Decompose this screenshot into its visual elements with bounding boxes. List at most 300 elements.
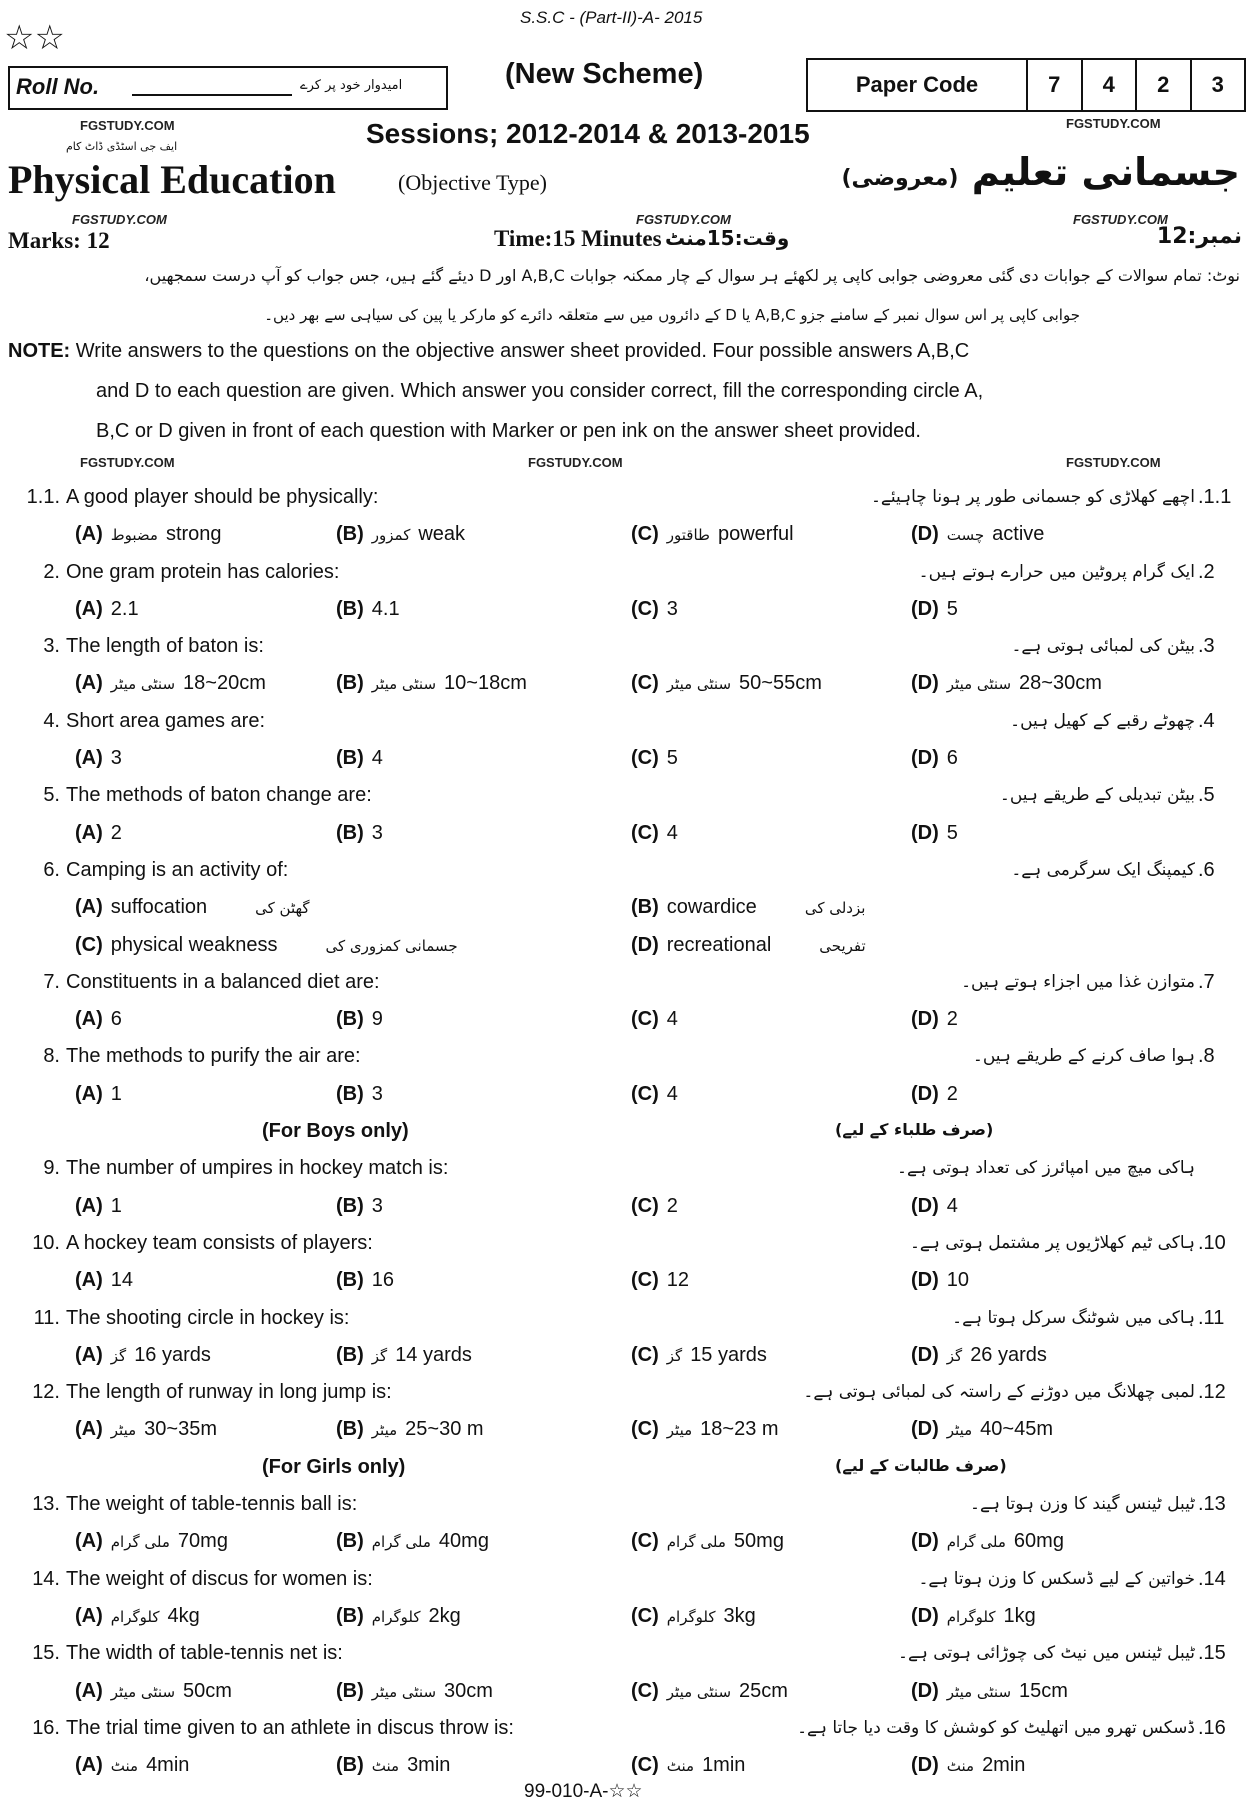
option-text: 2kg [428,1604,461,1627]
option-text: 14 [110,1269,134,1292]
options-row [0,1189,1250,1226]
option-text: active [992,523,1045,546]
question-text: Short area games are: [66,709,265,732]
option-letter: (A) [75,1530,103,1553]
option-c[interactable] [631,747,678,770]
option-a[interactable] [75,747,122,770]
options-row [0,741,1250,778]
option-b[interactable] [336,1344,472,1367]
option-b[interactable] [336,1083,383,1106]
code-digit: 7 [1028,60,1083,110]
option-text: 16 yards [134,1343,211,1366]
option-letter: (A) [75,597,103,620]
option-letter: (D) [911,597,939,620]
option-urdu: منٹ [946,1757,975,1776]
option-urdu: کمزور [371,526,411,545]
section-heading [0,1114,1250,1151]
scheme-label: (New Scheme) [505,58,704,90]
question-text: The number of umpires in hockey match is: [66,1157,449,1180]
option-text: 3 [371,821,383,844]
option-letter: (B) [336,747,364,770]
option-c[interactable] [631,1344,767,1367]
option-text: 1kg [1003,1604,1036,1627]
option-letter: (D) [911,1343,939,1366]
question-row [0,1487,1250,1524]
option-a[interactable] [75,523,222,546]
paper-code-box [806,58,1246,112]
option-letter: (A) [75,1343,103,1366]
option-text: suffocation [110,896,208,919]
question-text-urdu: خواتین کے لیے ڈسکس کا وزن ہوتا ہے۔ [918,1568,1195,1589]
option-b[interactable] [336,1269,394,1292]
option-letter: (A) [75,1418,103,1441]
option-c[interactable] [631,1605,756,1628]
option-urdu: کلوگرام [946,1607,996,1626]
option-letter: (C) [631,1082,659,1105]
option-letter: (D) [911,1194,939,1217]
option-letter: (B) [336,1418,364,1441]
question-text-urdu: ٹیبل ٹینس گیند کا وزن ہوتا ہے۔ [970,1494,1195,1515]
question-text: The weight of table-tennis ball is: [66,1493,358,1516]
options-row [0,928,1250,965]
option-text: 30~35m [144,1418,217,1441]
option-text: 1 [110,1082,122,1105]
option-urdu: منٹ [666,1757,695,1776]
question-text-urdu: چھوٹے رقبے کے کھیل ہیں۔ [1010,710,1195,731]
note-urdu-2: جوابی کاپی پر اس سوال نمبر کے سامنے جزو A,B,C یا D کے دائروں میں سے متعلقہ دائرے کو مارکر یا پین کی سیاہی سے بھر دیں۔ [264,306,1080,324]
option-d[interactable] [911,822,958,845]
option-urdu: تفریحی [819,936,866,955]
question-number-urdu: .5 [1198,784,1215,807]
code-digit: 3 [1211,72,1224,97]
question-number: 8. [43,1045,60,1068]
option-a[interactable] [75,896,310,919]
option-c[interactable] [631,1754,745,1777]
option-text: 18~23 m [700,1418,779,1441]
section-label-urdu: (صرف طالبات کے لیے) [835,1455,1007,1475]
option-text: 16 [371,1269,395,1292]
option-text: 3kg [723,1604,756,1627]
roll-line [132,94,292,96]
option-urdu: کلوگرام [371,1607,421,1626]
option-text: 3 [371,1082,383,1105]
options-row [0,517,1250,554]
question-text-urdu: بیٹن کی لمبائی ہوتی ہے۔ [1011,636,1195,657]
option-text: 3 [371,1194,383,1217]
option-text: 40~45m [980,1418,1053,1441]
question-number: 4. [43,709,60,732]
question-text-urdu: ایک گرام پروٹین میں حرارے ہوتے ہیں۔ [918,561,1195,582]
question-row [0,1301,1250,1338]
option-c[interactable] [631,822,678,845]
option-letter: (C) [631,1530,659,1553]
note-line-2: and D to each question are given. Which answer you consider correct, fill the corresponding circle A, [96,380,984,402]
question-number: 6. [43,858,60,881]
option-text: 4 [371,747,383,770]
option-urdu: مضبوط [110,526,158,545]
option-text: cowardice [666,896,757,919]
option-urdu: بزدلی کی [804,899,866,918]
option-text: 28~30cm [1019,672,1102,695]
option-text: 6 [946,747,958,770]
option-letter: (D) [911,1604,939,1627]
option-urdu: میٹر [371,1421,398,1440]
option-letter: (A) [75,896,103,919]
option-b[interactable] [336,1530,489,1553]
option-b[interactable] [631,896,865,919]
question-number: 7. [43,970,60,993]
option-d[interactable] [911,523,1044,546]
option-letter: (C) [631,672,659,695]
question-number-urdu: .6 [1198,858,1215,881]
option-text: 15cm [1019,1679,1068,1702]
question-text-urdu: کیمپنگ ایک سرگرمی ہے۔ [1011,859,1195,880]
option-urdu: سنٹی میٹر [110,675,176,694]
option-urdu: سنٹی میٹر [666,675,732,694]
option-b[interactable] [336,747,383,770]
option-text: 18~20cm [183,672,266,695]
option-letter: (B) [336,821,364,844]
option-urdu: سنٹی میٹر [371,675,437,694]
question-row [0,778,1250,815]
option-text: 15 yards [690,1343,767,1366]
option-b[interactable] [336,1008,383,1031]
option-urdu: گھٹن کی [255,899,310,918]
question-number-urdu: .12 [1198,1381,1226,1404]
question-row [0,555,1250,592]
option-text: 5 [666,747,678,770]
question-number-urdu: .4 [1198,709,1215,732]
option-letter: (C) [631,1269,659,1292]
option-c[interactable] [631,598,678,621]
option-b[interactable] [336,1195,383,1218]
option-letter: (B) [631,896,659,919]
question-row [0,1375,1250,1412]
option-c[interactable] [631,523,794,546]
question-number-urdu: .14 [1198,1567,1226,1590]
option-letter: (B) [336,1082,364,1105]
question-row [0,965,1250,1002]
subject-title: Physical Education [8,157,336,202]
question-number: 5. [43,784,60,807]
option-text: 2 [666,1194,678,1217]
option-c[interactable] [631,1008,678,1031]
option-b[interactable] [336,1605,461,1628]
question-text: The weight of discus for women is: [66,1567,373,1590]
question-number-urdu: .8 [1198,1045,1215,1068]
option-urdu: چست [946,526,985,545]
options-row [0,1263,1250,1300]
question-row [0,704,1250,741]
option-text: 3min [407,1754,451,1777]
option-b[interactable] [336,1680,493,1703]
footer-code: 99-010-A-☆☆ [524,1781,643,1802]
options-row [0,666,1250,703]
option-text: strong [165,523,222,546]
option-text: 50cm [183,1679,232,1702]
note-label: NOTE: [8,340,71,362]
option-text: 50~55cm [739,672,822,695]
option-text: 25cm [739,1679,788,1702]
option-letter: (B) [336,523,364,546]
option-text: 10~18cm [444,672,527,695]
option-text: 2 [110,821,122,844]
option-letter: (B) [336,597,364,620]
question-number: 10. [32,1231,60,1254]
option-letter: (A) [75,1679,103,1702]
option-letter: (A) [75,1269,103,1292]
option-a[interactable] [75,1269,133,1292]
question-number-urdu: .16 [1198,1716,1226,1739]
option-urdu: منٹ [110,1757,139,1776]
option-text: 10 [946,1269,970,1292]
option-c[interactable] [631,1083,678,1106]
question-number: 11. [33,1306,60,1329]
option-b[interactable] [336,598,400,621]
option-b[interactable] [336,1754,450,1777]
options-row [0,1412,1250,1449]
option-b[interactable] [336,523,465,546]
question-text: A good player should be physically: [66,486,379,508]
option-d[interactable] [911,1605,1036,1628]
question-text: Camping is an activity of: [66,858,289,881]
option-urdu: ملی گرام [110,1533,170,1552]
option-a[interactable] [75,1530,228,1553]
question-number-urdu: .3 [1198,635,1215,658]
option-letter: (C) [631,523,659,546]
option-urdu: سنٹی میٹر [110,1682,176,1701]
question-text-urdu: ٹیبل ٹینس میں نیٹ کی چوڑائی ہوتی ہے۔ [897,1643,1195,1664]
option-text: 50mg [733,1530,784,1553]
option-text: 1 [110,1194,122,1217]
option-d[interactable] [911,672,1102,695]
option-letter: (D) [911,747,939,770]
option-b[interactable] [336,822,383,845]
option-urdu: سنٹی میٹر [946,1682,1012,1701]
option-text: 4 [666,1082,678,1105]
option-letter: (C) [631,1343,659,1366]
code-digit: 2 [1137,60,1192,110]
type-urdu: (معروضی) [841,166,959,191]
option-a[interactable] [75,598,139,621]
note-text: Write answers to the questions on the objective answer sheet provided. Four possible answers A,B,C [75,340,970,362]
option-letter: (B) [336,1530,364,1553]
option-urdu: طاقتور [666,526,710,545]
option-text: 70mg [177,1530,228,1553]
subject-urdu: جسمانی تعلیم [971,150,1240,194]
option-urdu: ملی گرام [946,1533,1006,1552]
watermark: FGSTUDY.COM [80,455,175,470]
option-text: 30cm [444,1679,493,1702]
option-letter: (D) [911,1530,939,1553]
option-text: 3 [666,597,678,620]
exam-title: S.S.C - (Part-II)-A- 2015 [520,8,703,27]
option-a[interactable] [75,1754,189,1777]
option-d[interactable] [911,1530,1064,1553]
question-number-urdu: .1.1 [1198,486,1232,508]
option-text: 2min [982,1754,1026,1777]
question-number: 1.1. [26,486,60,508]
option-urdu: گز [666,1346,683,1365]
option-text: physical weakness [110,933,278,956]
option-letter: (C) [75,933,103,956]
option-a[interactable] [75,1195,122,1218]
note-urdu-1: نوٹ: تمام سوالات کے جوابات دی گئی معروضی جوابی کاپی پر لکھئے ہر سوال کے چار ممکنہ جوابات A,B,C اور D دیئے گئے ہیں، جس جواب کو آپ درست سمجھیں، [144,266,1240,285]
option-letter: (C) [631,1194,659,1217]
option-letter: (B) [336,1343,364,1366]
option-letter: (B) [336,1194,364,1217]
roll-number-box[interactable] [8,66,448,110]
question-number: 14. [32,1567,60,1590]
option-letter: (A) [75,1604,103,1627]
paper-code-label: Paper Code [808,60,1028,110]
roll-label: Roll No. [16,74,100,99]
option-letter: (A) [75,747,103,770]
question-text-urdu: ہوا صاف کرنے کے طریقے ہیں۔ [972,1046,1195,1067]
question-number-urdu: .2 [1198,560,1215,583]
option-letter: (D) [911,821,939,844]
question-text-urdu: اچھے کھلاڑی کو جسمانی طور پر ہونا چاہیئے۔ [870,487,1195,507]
option-d[interactable] [911,1269,969,1292]
option-letter: (A) [75,821,103,844]
time: Time:15 Minutes [494,226,662,251]
watermark: FGSTUDY.COM [636,212,731,227]
option-letter: (B) [336,1269,364,1292]
options-row [0,816,1250,853]
question-text-urdu: ڈسکس تھرو میں اتھلیٹ کو کوشش کا وقت دیا جاتا ہے۔ [797,1717,1195,1738]
option-letter: (C) [631,1604,659,1627]
option-letter: (B) [336,1679,364,1702]
option-b[interactable] [336,672,527,695]
option-text: 1min [702,1754,746,1777]
option-a[interactable] [75,1605,200,1628]
question-text: The methods to purify the air are: [66,1045,361,1068]
option-text: 3 [110,747,122,770]
option-d[interactable] [911,1344,1047,1367]
option-letter: (B) [336,672,364,695]
options-row [0,1338,1250,1375]
option-a[interactable] [75,1418,217,1441]
roll-urdu: امیدوار خود پر کرے [300,78,403,93]
option-d[interactable] [911,1754,1025,1777]
question-text: The trial time given to an athlete in discus throw is: [66,1716,514,1739]
option-d[interactable] [911,1083,958,1106]
option-letter: (A) [75,1194,103,1217]
option-c[interactable] [631,1269,689,1292]
subject-title-urdu [841,150,1240,194]
option-urdu: گز [946,1346,963,1365]
question-number-urdu: .7 [1198,970,1215,993]
option-urdu: سنٹی میٹر [946,675,1012,694]
question-row [0,1636,1250,1673]
option-c[interactable] [631,1418,779,1441]
question-number: 3. [43,635,60,658]
question-row [0,1711,1250,1748]
option-letter: (A) [75,1082,103,1105]
question-row [0,480,1250,517]
option-text: powerful [717,523,794,546]
watermark: FGSTUDY.COM [1073,212,1168,227]
section-label: (For Girls only) [262,1455,406,1478]
option-letter: (D) [911,1082,939,1105]
option-text: 14 yards [395,1343,472,1366]
option-urdu: ملی گرام [666,1533,726,1552]
question-text-urdu: ہاکی میچ میں امپائرز کی تعداد ہوتی ہے۔ [896,1158,1195,1179]
option-c[interactable] [75,934,458,957]
option-urdu: سنٹی میٹر [371,1682,437,1701]
option-text: 4min [146,1754,190,1777]
option-text: 4 [666,1008,678,1031]
question-row [0,1562,1250,1599]
option-d[interactable] [911,747,958,770]
options-row [0,1002,1250,1039]
watermark: FGSTUDY.COM [72,212,167,227]
option-letter: (C) [631,821,659,844]
option-b[interactable] [336,1418,484,1441]
question-text-urdu: بیٹن تبدیلی کے طریقے ہیں۔ [999,785,1195,806]
option-urdu: سنٹی میٹر [666,1682,732,1701]
option-letter: (C) [631,1679,659,1702]
option-d[interactable] [911,1195,958,1218]
option-text: 6 [110,1008,122,1031]
option-a[interactable] [75,1344,211,1367]
option-d[interactable] [911,1008,958,1031]
options-row [0,1599,1250,1636]
option-text: 40mg [438,1530,489,1553]
option-urdu: منٹ [371,1757,400,1776]
question-row [0,853,1250,890]
questions-list [0,480,1250,1785]
marks: Marks: 12 [8,228,110,253]
option-text: 26 yards [970,1343,1047,1366]
option-text: 25~30 m [405,1418,484,1441]
option-letter: (B) [336,1754,364,1777]
options-row [0,890,1250,927]
option-a[interactable] [75,1680,232,1703]
options-row [0,1524,1250,1561]
question-text: The length of runway in long jump is: [66,1381,392,1404]
question-row [0,1039,1250,1076]
watermark: FGSTUDY.COM [528,455,623,470]
option-c[interactable] [631,1530,784,1553]
option-d[interactable] [631,934,866,957]
option-letter: (D) [911,1679,939,1702]
option-d[interactable] [911,598,958,621]
option-a[interactable] [75,672,266,695]
question-text-urdu: ہاکی میں شوٹنگ سرکل ہوتا ہے۔ [952,1307,1195,1328]
question-text-urdu: ہاکی ٹیم کھلاڑیوں پر مشتمل ہوتی ہے۔ [909,1232,1195,1253]
option-a[interactable] [75,822,122,845]
option-a[interactable] [75,1083,122,1106]
option-urdu: جسمانی کمزوری کی [325,936,458,955]
option-c[interactable] [631,1680,788,1703]
option-letter: (D) [911,523,939,546]
option-d[interactable] [911,1680,1068,1703]
option-d[interactable] [911,1418,1053,1441]
question-text: One gram protein has calories: [66,560,340,583]
options-row [0,1674,1250,1711]
question-number: 9. [43,1157,60,1180]
option-text: 4kg [167,1604,200,1627]
option-text: 4.1 [371,597,400,620]
option-a[interactable] [75,1008,122,1031]
question-number-urdu: .13 [1198,1493,1226,1516]
option-c[interactable] [631,672,822,695]
options-row [0,592,1250,629]
option-letter: (C) [631,1754,659,1777]
option-c[interactable] [631,1195,678,1218]
option-text: 5 [946,597,958,620]
